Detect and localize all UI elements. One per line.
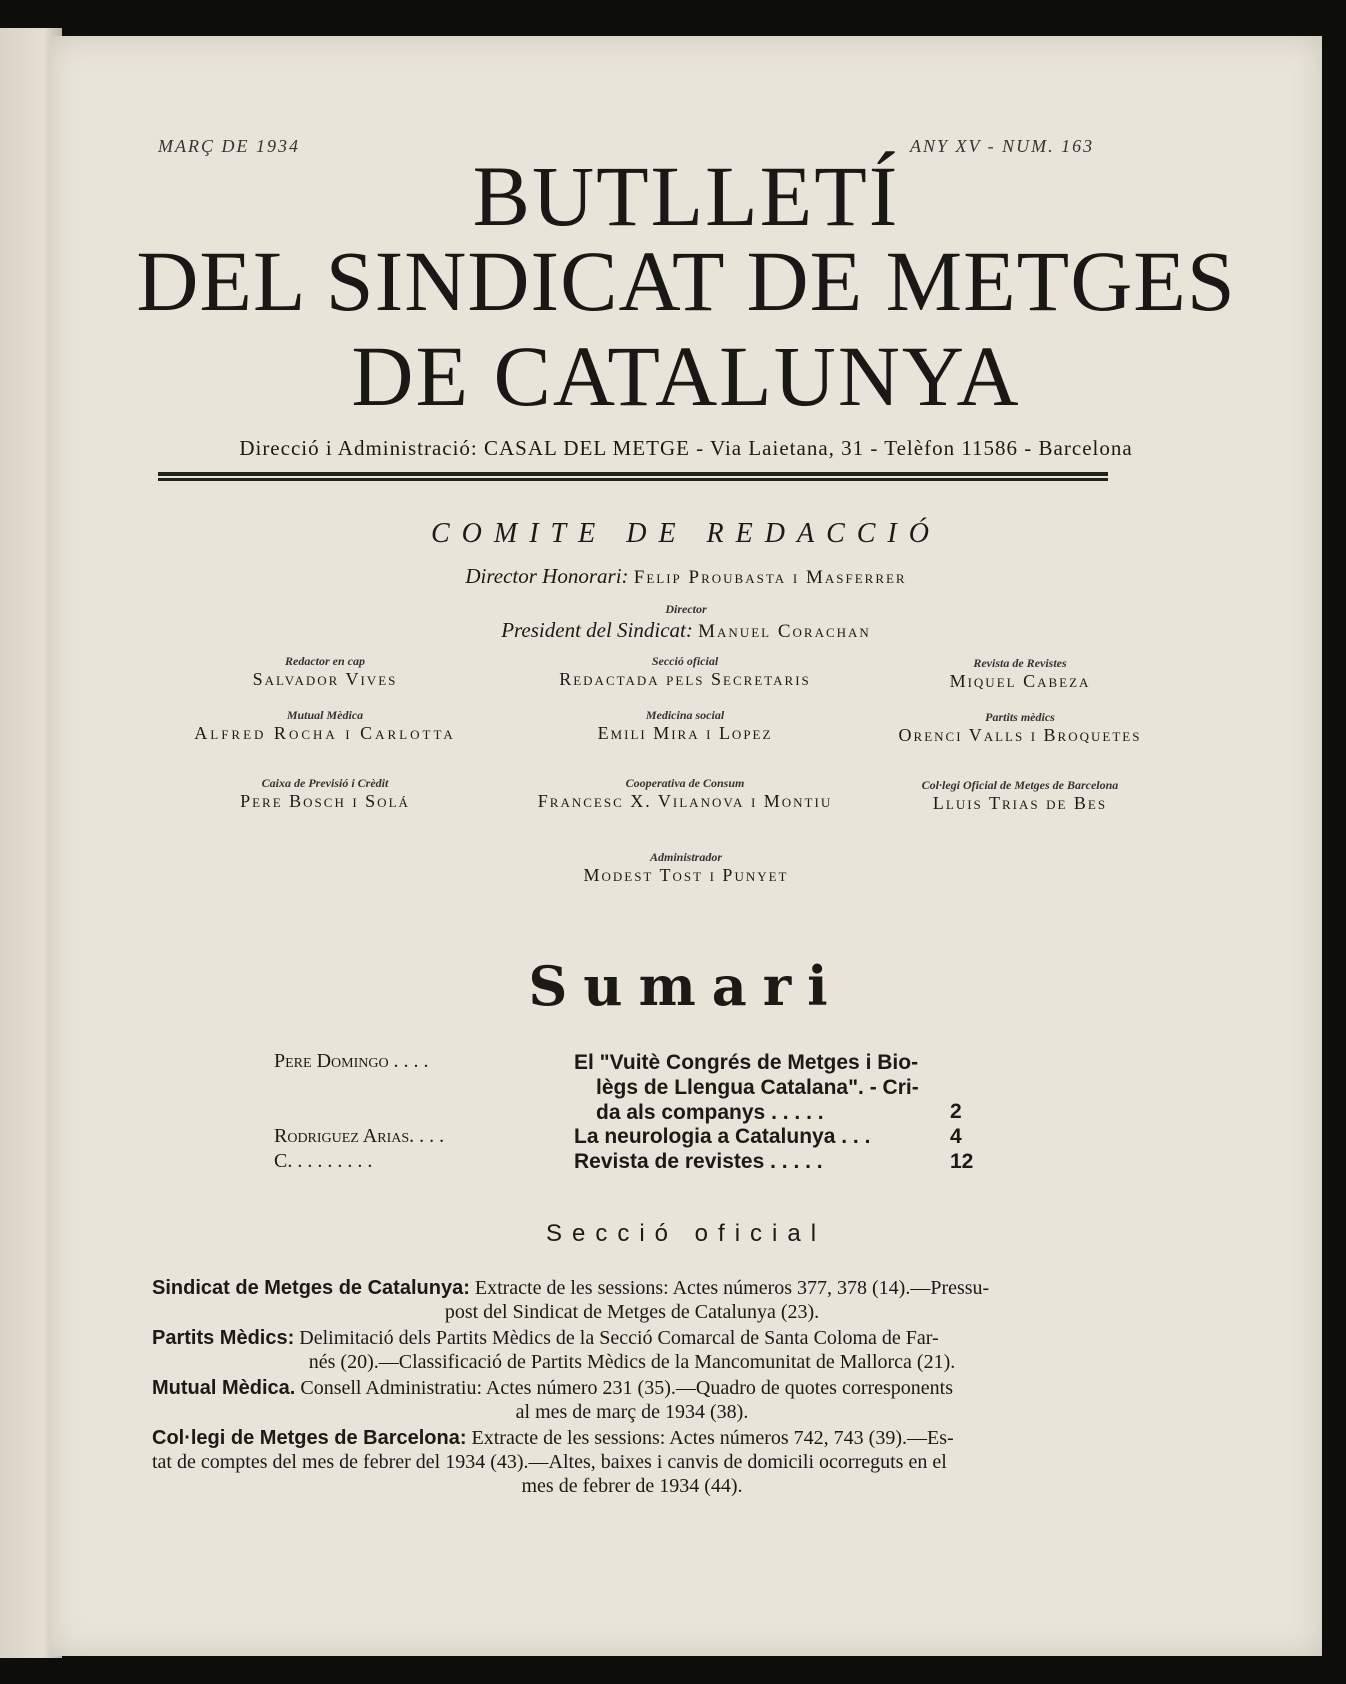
issue-number: ANY XV - NUM. 163 bbox=[910, 136, 1095, 156]
official-entry-cont: tat de comptes del mes de febrer del 1934 (43).—Altes, baixes i canvis de domicili ocorreguts en el bbox=[152, 1451, 947, 1473]
header-rule bbox=[158, 472, 1108, 476]
member-col3-row3 bbox=[850, 778, 1190, 814]
issue-date: MARÇ DE 1934 bbox=[158, 136, 300, 156]
member-label: Col·legi Oficial de Metges de Barcelona bbox=[921, 778, 1119, 792]
member-name: Orenci Valls i Broquetes bbox=[898, 725, 1142, 745]
member-name: Redactada pels Secretaris bbox=[559, 669, 811, 689]
official-entry-text: Extracte de les sessions: Actes números 742, 743 (39).—Es- bbox=[471, 1427, 954, 1449]
header-rule-2 bbox=[158, 478, 1108, 481]
summary-author: Pere Domingo . . . . bbox=[274, 1050, 429, 1072]
summary-page: 12 bbox=[950, 1150, 974, 1173]
member-col3-row1 bbox=[870, 656, 1170, 692]
member-label: Redactor en cap bbox=[285, 654, 365, 668]
summary-author: Rodriguez Arias. . . . bbox=[274, 1125, 445, 1147]
summary-title-line: lègs de Llengua Catalana". - Cri- bbox=[596, 1076, 919, 1099]
member-name: Pere Bosch i Solá bbox=[240, 791, 410, 811]
member-name: Alfred Rocha i Carlotta bbox=[194, 723, 456, 743]
honorary-label: Director Honorari: bbox=[465, 564, 629, 588]
member-name: Emili Mira i Lopez bbox=[597, 723, 773, 743]
title-line-1: BUTLLETÍ bbox=[472, 148, 900, 244]
address-line: Direcció i Administració: CASAL DEL METGE - Via Laietana, 31 - Telèfon 11586 - Barcelona bbox=[239, 436, 1133, 460]
summary-title: Sumari bbox=[528, 954, 844, 1018]
member-col3-row2 bbox=[850, 710, 1190, 746]
president-label: President del Sindicat: bbox=[501, 618, 693, 642]
official-entry-head: Mutual Mèdica. bbox=[152, 1377, 296, 1399]
title-line-3: DE CATALUNYA bbox=[351, 328, 1021, 424]
president-name: Manuel Corachan bbox=[698, 621, 871, 642]
official-entry-cont: al mes de març de 1934 (38). bbox=[515, 1401, 749, 1423]
member-name: Lluis Trias de Bes bbox=[932, 793, 1108, 813]
official-entry bbox=[152, 1426, 1112, 1498]
official-entry-head: Sindicat de Metges de Catalunya: bbox=[152, 1277, 470, 1299]
official-entry-head: Partits Mèdics: bbox=[152, 1327, 295, 1349]
member-label: Revista de Revistes bbox=[973, 656, 1067, 670]
summary-author: C. . . . . . . . . bbox=[274, 1150, 373, 1172]
summary-item-title bbox=[574, 1050, 919, 1125]
official-entry-text: Delimitació dels Partits Mèdics de la Secció Comarcal de Santa Coloma de Far- bbox=[299, 1327, 939, 1349]
summary-page: 4 bbox=[950, 1125, 962, 1148]
committee-title: COMITE DE REDACCIÓ bbox=[431, 518, 941, 549]
administrator bbox=[50, 850, 1322, 886]
admin-name: Modest Tost i Punyet bbox=[583, 865, 789, 885]
admin-label: Administrador bbox=[649, 850, 723, 864]
member-label: Medicina social bbox=[645, 708, 725, 722]
member-name: Francesc X. Vilanova i Montiu bbox=[537, 791, 833, 811]
member-name: Miquel Cabeza bbox=[949, 671, 1091, 691]
summary-title-line: El "Vuitè Congrés de Metges i Bio- bbox=[574, 1051, 919, 1074]
official-entry-text: Consell Administratiu: Actes número 231 (35).—Quadro de quotes corresponents bbox=[300, 1377, 954, 1399]
director-line bbox=[50, 618, 1322, 643]
member-col2-row1 bbox=[505, 654, 865, 690]
member-label: Secció oficial bbox=[651, 654, 719, 668]
member-label: Cooperativa de Consum bbox=[625, 776, 745, 790]
summary-item-title: Revista de revistes . . . . . bbox=[574, 1150, 823, 1173]
official-entry bbox=[152, 1326, 1112, 1374]
summary-page: 2 bbox=[950, 1100, 962, 1123]
official-entry bbox=[152, 1376, 1112, 1424]
official-entry-cont: post del Sindicat de Metges de Catalunya (23). bbox=[444, 1301, 820, 1323]
official-entry-text: Extracte de les sessions: Actes números 377, 378 (14).—Pressu- bbox=[474, 1277, 990, 1299]
member-col2-row3 bbox=[490, 776, 880, 812]
member-col1-row1 bbox=[180, 654, 470, 690]
honorary-name: Felip Proubasta i Masferrer bbox=[633, 567, 907, 588]
summary-title-line: da als companys . . . . . bbox=[596, 1101, 824, 1124]
official-entry bbox=[152, 1276, 1112, 1324]
member-label: Caixa de Previsió i Crèdit bbox=[261, 776, 389, 790]
member-col1-row2 bbox=[150, 708, 500, 744]
member-name: Salvador Vives bbox=[252, 669, 398, 689]
summary-item bbox=[274, 1125, 1074, 1150]
summary-item bbox=[274, 1150, 1074, 1175]
official-entry-cont: mes de febrer de 1934 (44). bbox=[521, 1475, 743, 1497]
official-entry-cont: nés (20).—Classificació de Partits Mèdics de la Mancomunitat de Mallorca (21). bbox=[308, 1351, 956, 1373]
summary-list bbox=[274, 1050, 1074, 1175]
director-label: Director bbox=[665, 602, 707, 616]
journal-page bbox=[50, 36, 1322, 1656]
official-section-title: Secció oficial bbox=[545, 1220, 827, 1247]
member-label: Partits mèdics bbox=[985, 710, 1055, 724]
member-col1-row3 bbox=[180, 776, 470, 812]
honorary-director bbox=[50, 564, 1322, 589]
title-line-2: DEL SINDICAT DE METGES bbox=[136, 233, 1236, 329]
member-col2-row2 bbox=[505, 708, 865, 744]
summary-item-title: La neurologia a Catalunya . . . bbox=[574, 1125, 871, 1148]
official-entry-head: Col·legi de Metges de Barcelona: bbox=[152, 1427, 467, 1449]
member-label: Mutual Mèdica bbox=[286, 708, 364, 722]
